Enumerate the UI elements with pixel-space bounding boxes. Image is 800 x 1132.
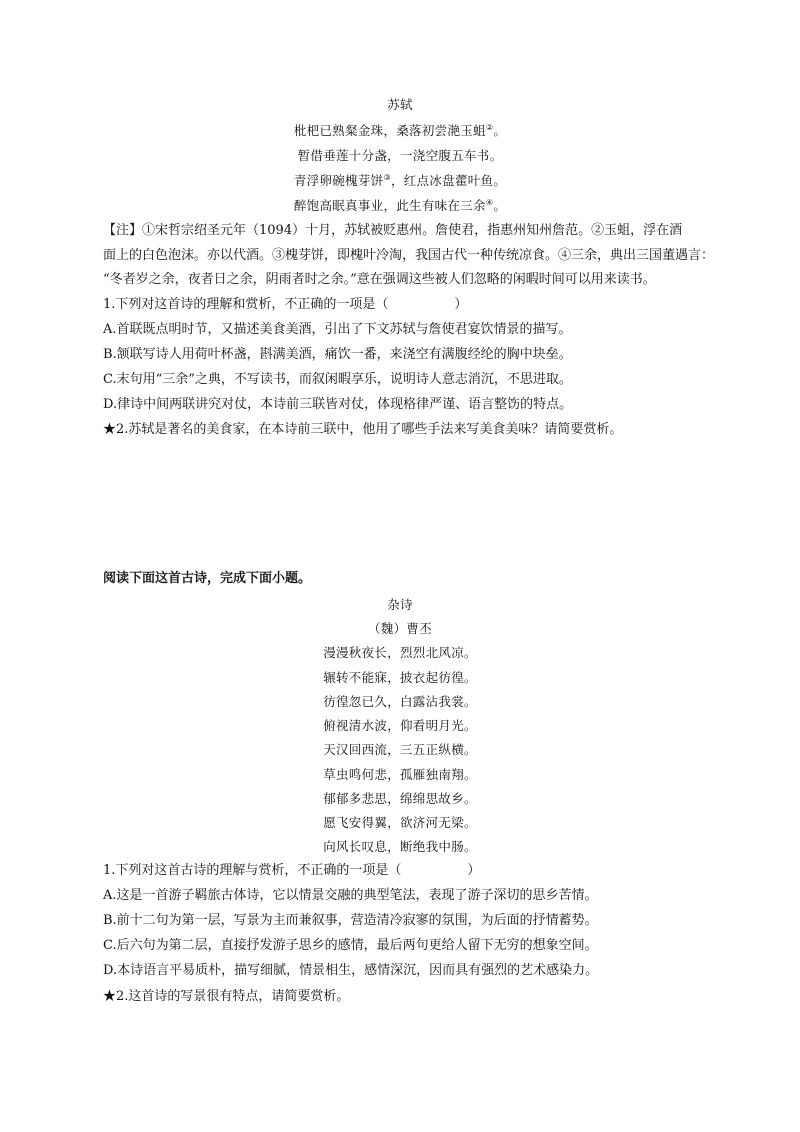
poem1-line-2: 暂借垂莲十分盏，一浇空腹五车书。 [297, 148, 503, 163]
s1-question-1: 1.下列对这首诗的理解和赏析，不正确的一项是（ ） [103, 297, 468, 312]
poem1-line-3: 青浮卵碗槐芽饼③，红点冰盘藿叶鱼。 [293, 172, 507, 188]
poem2-line-3: 彷徨忽已久，白露沾我裳。 [323, 694, 477, 709]
poem1-author: 苏轼 [387, 97, 413, 112]
poem2-line-5: 天汉回西流，三五正纵横。 [323, 742, 477, 757]
poem2-line-8: 愿飞安得翼，欲济河无梁。 [323, 815, 477, 830]
poem2-author: （魏）曹丕 [367, 621, 432, 636]
s1-option-d: D.律诗中间两联讲究对仗，本诗前三联皆对仗，体现格律严谨、语言整饬的特点。 [103, 397, 573, 412]
poem1-note-line-3: “冬者岁之余，夜者日之余，阴雨者时之余。”意在强调这些被人们忽略的闲暇时间可以用来读书。 [103, 272, 656, 287]
poem1-line-4: 醉饱高眠真事业，此生有味在三余④。 [293, 197, 507, 213]
poem2-title: 杂诗 [387, 597, 413, 612]
poem1-note-line-1: 【注】①宋哲宗绍圣元年（1094）十月，苏轼被贬惠州。詹使君，指惠州知州詹范。②玉蛆，浮在酒 [103, 223, 683, 238]
poem2-line-6: 草虫鸣何悲，孤雁独南翔。 [323, 767, 477, 782]
s2-option-b: B.前十二句为第一层，写景为主而兼叙事，营造清冷寂寥的氛围，为后面的抒情蓄势。 [103, 913, 598, 928]
s1-option-b: B.颔联写诗人用荷叶杯盏，斟满美酒，痛饮一番，来浇空有满腹经纶的胸中块垒。 [103, 347, 572, 362]
s2-instruction: 阅读下面这首古诗，完成下面小题。 [103, 571, 312, 586]
poem2-line-2: 辗转不能寐，披衣起彷徨。 [323, 670, 477, 685]
s2-question-1: 1.下列对这首古诗的理解与赏析，不正确的一项是（ ） [103, 863, 481, 878]
s2-option-d: D.本诗语言平易质朴，描写细腻，情景相生，感情深沉，因而具有强烈的艺术感染力。 [103, 963, 599, 978]
poem2-line-7: 郁郁多悲思，绵绵思故乡。 [323, 791, 477, 806]
poem2-line-1: 漫漫秋夜长，烈烈北风凉。 [323, 645, 477, 660]
s2-option-c: C.后六句为第二层，直接抒发游子思乡的感情，最后两句更给人留下无穷的想象空间。 [103, 938, 598, 953]
s2-option-a: A.这是一首游子羁旅古体诗，它以情景交融的典型笔法，表现了游子深切的思乡苦情。 [103, 888, 598, 903]
poem1-line-1: 枇杷已熟粲金珠，桑落初尝滟玉蛆②。 [293, 122, 507, 138]
poem2-line-9: 向风长叹息，断绝我中肠。 [323, 839, 477, 854]
s1-option-c: C.末句用“三余”之典，不写读书，而叙闲暇享乐，说明诗人意志消沉，不思进取。 [103, 372, 572, 387]
s1-question-2: ★2.苏轼是著名的美食家，在本诗前三联中，他用了哪些手法来写美食美味？请简要赏析。 [103, 422, 623, 437]
s1-option-a: A.首联既点明时节，又描述美食美酒，引出了下文苏轼与詹使君宴饮情景的描写。 [103, 322, 572, 337]
s2-question-2: ★2.这首诗的写景很有特点，请简要赏析。 [103, 989, 350, 1004]
poem2-line-4: 俯视清水波，仰看明月光。 [323, 718, 477, 733]
poem1-note-line-2: 面上的白色泡沫。亦以代酒。③槐芽饼，即槐叶冷淘，我国古代一种传统凉食。④三余，典出三国董遇言： [103, 248, 715, 263]
